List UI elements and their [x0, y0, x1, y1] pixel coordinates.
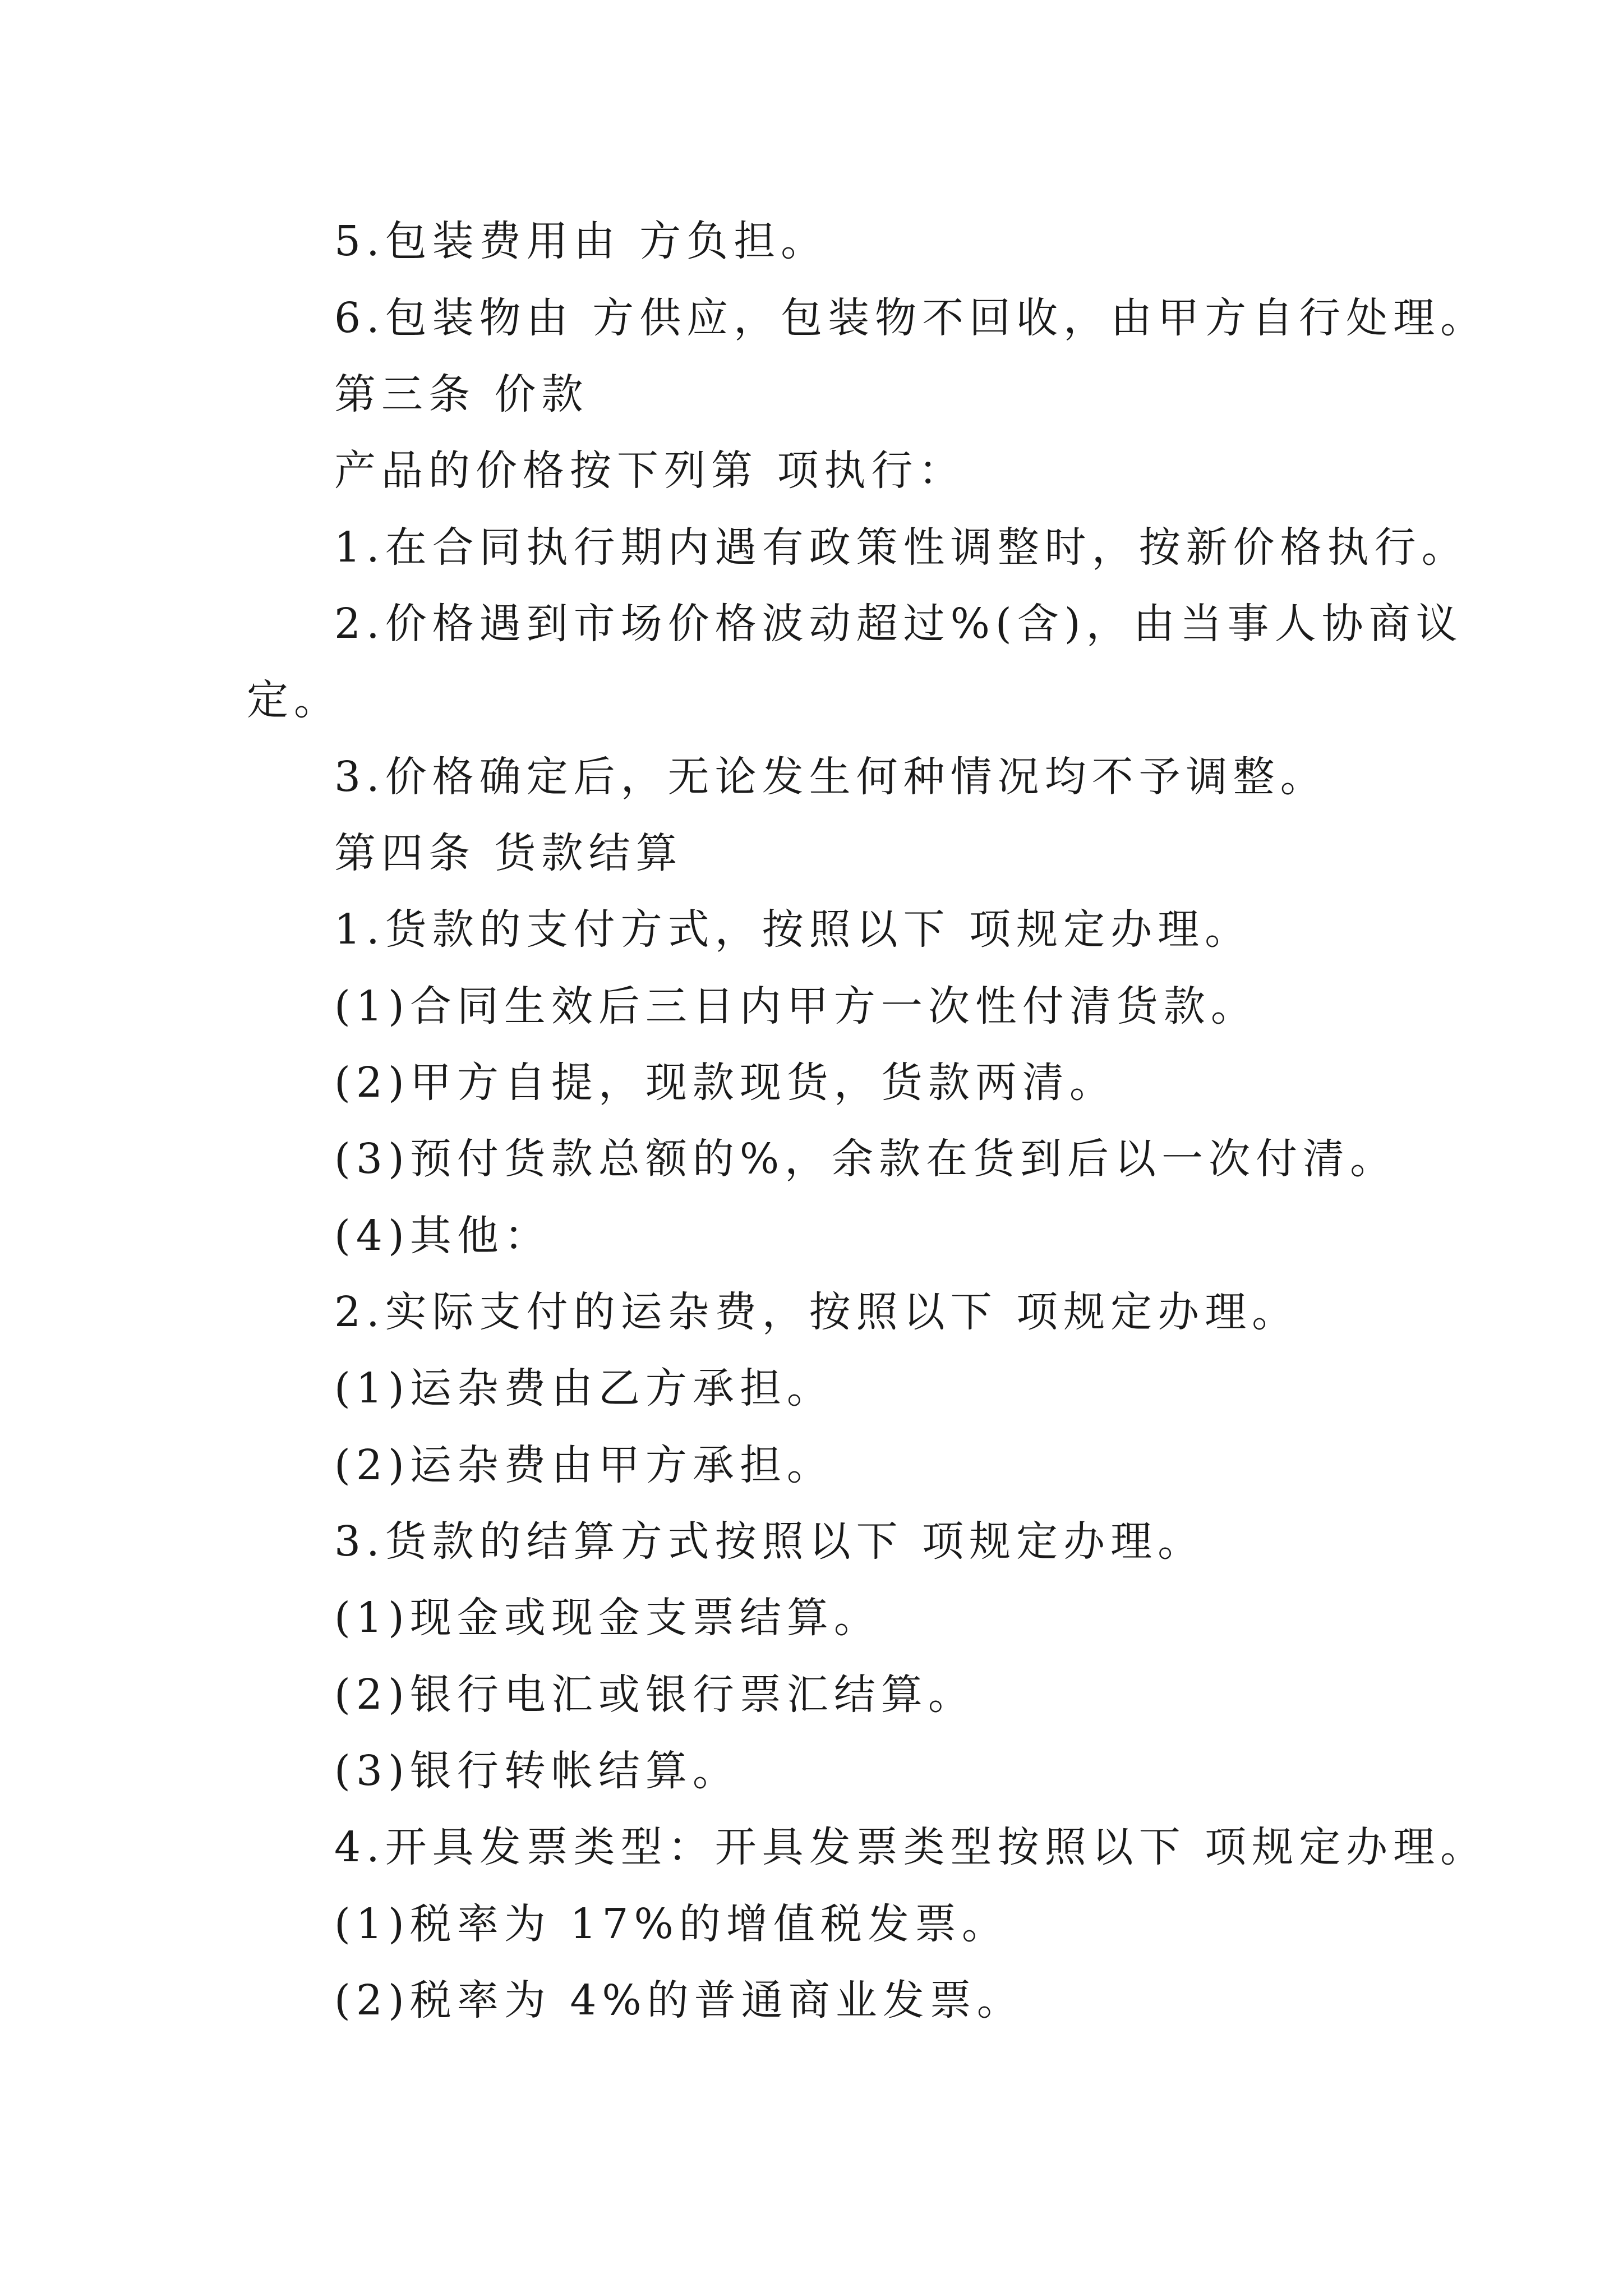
text-line: (1)运杂费由乙方承担。: [334, 1364, 834, 1412]
text-line-continuation: 定。: [247, 676, 341, 724]
text-line: 1.货款的支付方式，按照以下 项规定办理。: [334, 905, 1252, 954]
section-heading: 第四条 货款结算: [334, 829, 683, 877]
text-line: (2)运杂费由甲方承担。: [334, 1441, 834, 1489]
text-line: 5.包装费用由 方负担。: [334, 217, 828, 265]
text-line: 3.货款的结算方式按照以下 项规定办理。: [334, 1517, 1205, 1566]
text-line: 6.包装物由 方供应，包装物不回收，由甲方自行处理。: [334, 294, 1488, 342]
text-line: (2)甲方自提，现款现货，货款两清。: [334, 1059, 1117, 1107]
text-line: (4)其他：: [334, 1212, 551, 1260]
text-line: 2.价格遇到市场价格波动超过%(含)，由当事人协商议: [334, 600, 1463, 648]
text-line: (1)现金或现金支票结算。: [334, 1594, 881, 1642]
text-line: (3)银行转帐结算。: [334, 1747, 740, 1795]
text-line: 1.在合同执行期内遇有政策性调整时，按新价格执行。: [334, 523, 1469, 572]
text-line: (1)合同生效后三日内甲方一次性付清货款。: [334, 982, 1258, 1030]
text-line: 3.价格确定后，无论发生何种情况均不予调整。: [334, 753, 1327, 801]
text-line: (1)税率为 17%的增值税发票。: [334, 1900, 1009, 1948]
text-line: 2.实际支付的运杂费，按照以下 项规定办理。: [334, 1288, 1299, 1336]
text-line: (3)预付货款总额的%，余款在货到后以一次付清。: [334, 1135, 1398, 1183]
text-line: (2)税率为 4%的普通商业发票。: [334, 1976, 1024, 2024]
text-line: 产品的价格按下列第 项执行：: [334, 447, 966, 495]
section-heading: 第三条 价款: [334, 370, 589, 418]
text-line: (2)银行电汇或银行票汇结算。: [334, 1671, 975, 1719]
text-line: 4.开具发票类型：开具发票类型按照以下 项规定办理。: [334, 1823, 1488, 1871]
